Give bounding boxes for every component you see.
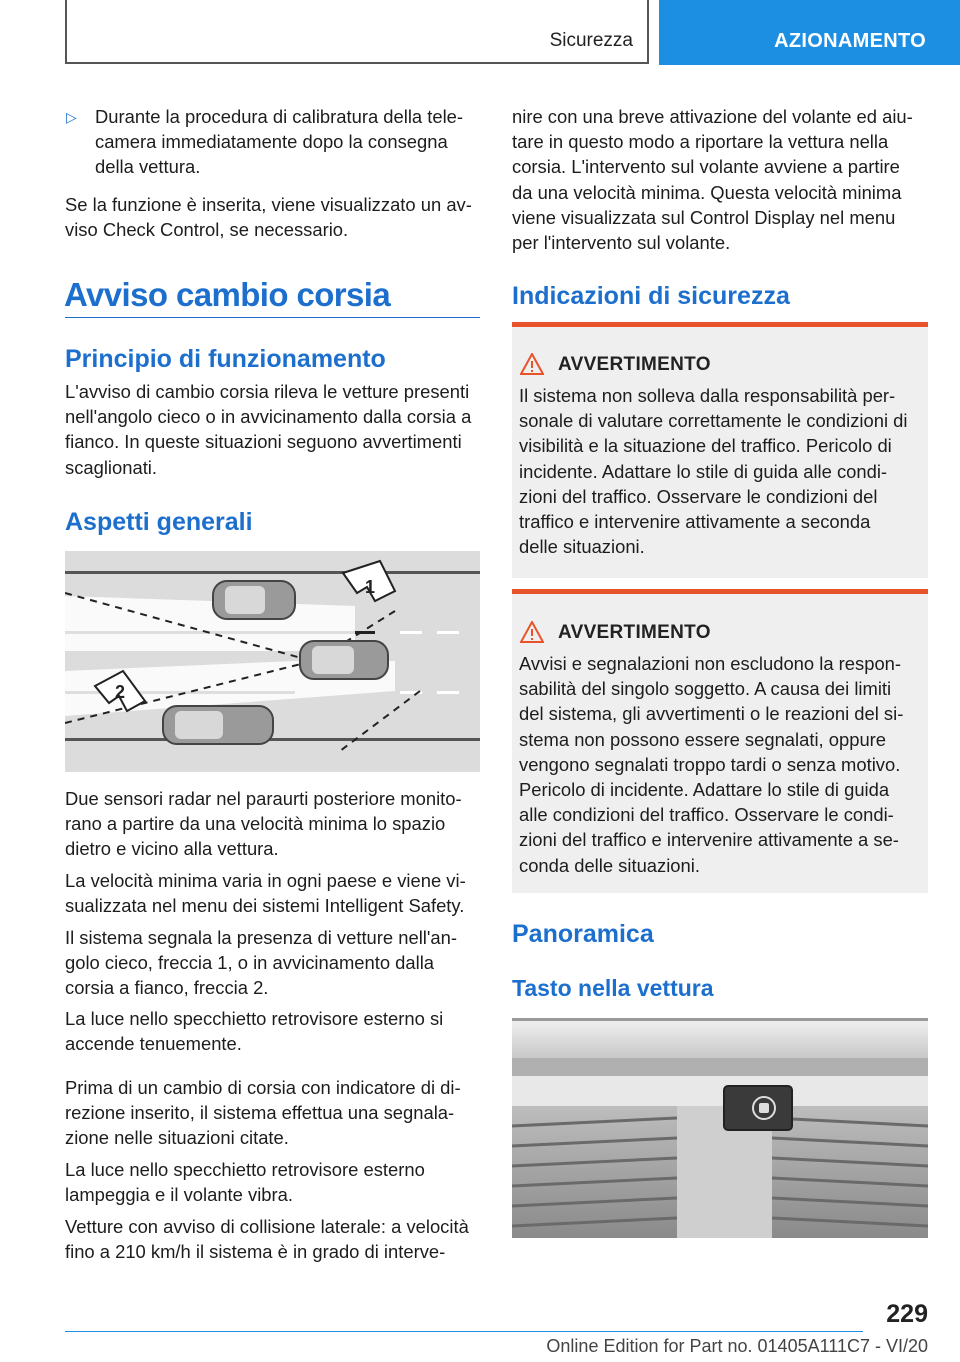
heading-button: Tasto nella vettura	[512, 975, 714, 1001]
heading-general: Aspetti generali	[65, 508, 253, 536]
bullet-triangle-icon: ▷	[66, 109, 77, 125]
warning-triangle-icon	[520, 621, 544, 643]
lane-change-illustration	[65, 551, 480, 772]
warning-2-title: AVVERTIMENTO	[558, 622, 711, 643]
arrow-1-label: 1	[365, 577, 376, 597]
mirror-flash-paragraph: La luce nello specchietto retrovisore esterno lampeggia e il volante vibra.	[65, 1159, 425, 1206]
warning-1-text: Il sistema non solleva dalla responsabilità per- sonale di valutare correttamente le condizioni di visibilità e la situazione del traffico. Pericolo di incidente. Adattare lo stile di guida alle condi- zioni del traffico. Osservare le condizioni del traffico e intervenire attivamente a seconda delle situazioni.	[519, 385, 908, 558]
signal-paragraph: Il sistema segnala la presenza di vetture nell'an- golo cieco, freccia 1, o in avvicinamento dalla corsia a fianco, freccia 2.	[65, 927, 457, 999]
footer-rule	[65, 1331, 863, 1332]
steering-intervention-paragraph: nire con una breve attivazione del volante ed aiu- tare in questo modo a riportare la vettura nella corsia. L'intervento sul volante avviene a partire da una velocità minima. Questa velocità minima viene visualizzata sul Control Display nel menu per l'intervento sul volante.	[512, 106, 913, 254]
footer-edition: Online Edition for Part no. 01405A111C7 - VI/20	[546, 1336, 928, 1356]
page-number: 229	[886, 1300, 928, 1328]
lane-diagram-svg	[65, 551, 480, 772]
car-approaching-icon	[163, 706, 273, 744]
lane-assist-button	[724, 1086, 792, 1130]
header-section-label: Sicurezza	[549, 30, 633, 51]
car-blind-spot-icon	[213, 581, 295, 619]
header-section-tab	[65, 0, 649, 64]
header-chapter-tab	[659, 0, 960, 65]
heading-safety: Indicazioni di sicurezza	[512, 282, 790, 310]
header-chapter-label: AZIONAMENTO	[774, 30, 926, 52]
principle-paragraph: L'avviso di cambio corsia rileva le vetture presenti nell'angolo cieco o in avvicinamento dalla corsia a fianco. In queste situazioni seguono avvertimenti scaglionati.	[65, 381, 472, 478]
section-title: Avviso cambio corsia	[64, 276, 391, 313]
dashboard-button-svg	[512, 1018, 928, 1238]
button-photo	[512, 1018, 928, 1238]
arrow-2-label: 2	[115, 682, 126, 702]
warning-1-title: AVVERTIMENTO	[558, 354, 711, 375]
lane-change-paragraph: Prima di un cambio di corsia con indicatore di di- rezione inserito, il sistema effettua una segnala- zione nelle situazioni citate.	[65, 1077, 461, 1149]
warning-box-2	[512, 589, 928, 893]
mirror-light-paragraph: La luce nello specchietto retrovisore esterno si accende tenuemente.	[65, 1008, 444, 1055]
car-own-icon	[300, 641, 388, 679]
check-control-paragraph: Se la funzione è inserita, viene visualizzato un av- viso Check Control, se necessario.	[65, 194, 472, 241]
title-rule	[65, 317, 480, 318]
general-paragraph: Due sensori radar nel paraurti posteriore monito- rano a partire da una velocità minima lo spazio dietro e vicino alla vettura.	[65, 788, 462, 860]
warning-box-1	[512, 322, 928, 578]
warning-2-text: Avvisi e segnalazioni non escludono la respon- sabilità del singolo soggetto. A causa dei limiti del sistema, gli avvertimenti o le reazioni del si- stema non possono essere segnalati, oppure vengono segnalati troppo tardi o senza motivo. Pericolo di incidente. Adattare lo stile di guida alle condizioni del traffico. Osservare le condi- zioni del traffico e intervenire attivamente a se- conda delle situazioni.	[519, 653, 904, 876]
speed-paragraph: La velocità minima varia in ogni paese e viene vi- sualizzata nel menu dei sistemi Intelligent Safety.	[65, 870, 466, 917]
heading-principle: Principio di funzionamento	[65, 345, 386, 373]
heading-overview: Panoramica	[512, 920, 654, 948]
warning-triangle-icon	[520, 353, 544, 375]
collision-paragraph: Vetture con avviso di collisione laterale: a velocità fino a 210 km/h il sistema è in grado di interve-	[65, 1216, 469, 1263]
calibration-bullet: Durante la procedura di calibratura della tele- camera immediatamente dopo la consegna della vettura.	[95, 106, 464, 178]
